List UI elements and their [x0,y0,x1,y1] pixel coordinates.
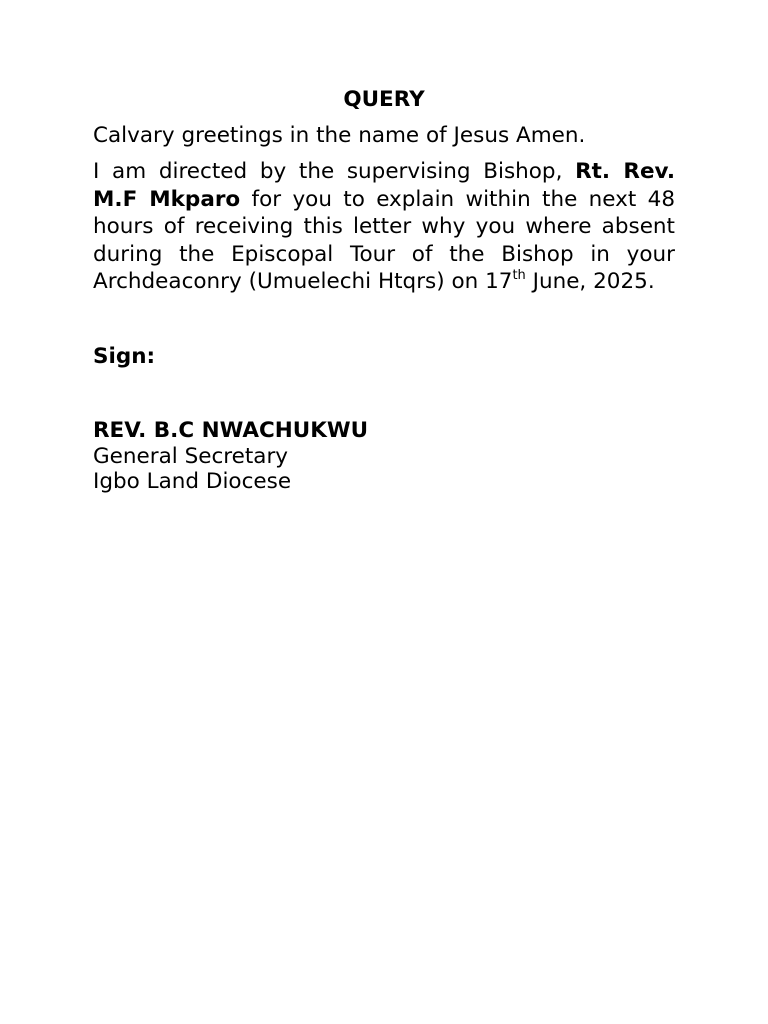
signatory-organization: Igbo Land Diocese [93,468,292,494]
signatory-block [93,418,675,494]
body-intro: I am directed by the supervising Bishop, [93,159,576,184]
date-ordinal-suffix: th [512,267,526,283]
signatory-position: General Secretary [93,443,289,469]
bishop-name: Rt. Rev. M.F Mkparo [93,159,675,212]
letter-page [93,86,675,494]
signatory-name: REV. B.C NWACHUKWU [93,417,369,443]
body-date-end: June, 2025. [525,269,655,294]
letter-title: QUERY [343,87,425,112]
body-paragraph [93,158,675,296]
greeting-line: Calvary greetings in the name of Jesus Amen. [93,123,586,148]
sign-label: Sign: [93,343,156,369]
body-text: for you to explain within the next 48 hours of receiving this letter why you where absent during the Episcopal Tour of the Bishop in your Archdeaconry (Umuelechi Htqrs) on 17 [93,186,675,294]
